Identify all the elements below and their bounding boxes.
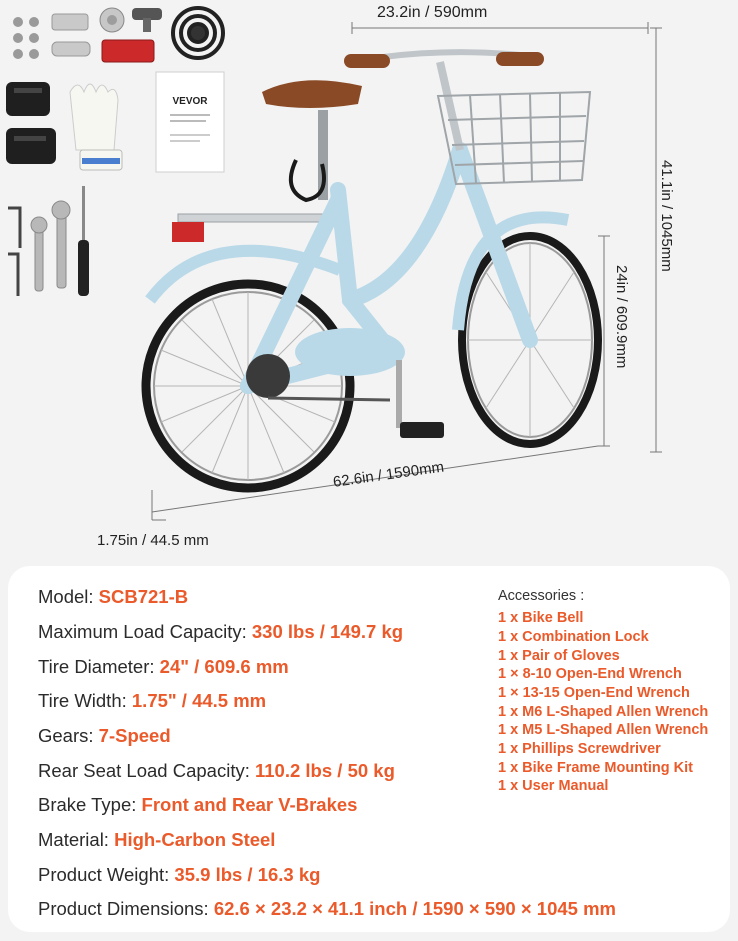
spec-tire-diameter: Tire Diameter: 24" / 609.6 mm xyxy=(38,656,289,677)
tire-width-label: 1.75in / 44.5 mm xyxy=(97,532,209,549)
spec-max-load: Maximum Load Capacity: 330 lbs / 149.7 kg xyxy=(38,621,404,642)
spec-card xyxy=(8,566,730,932)
rear-cassette xyxy=(246,354,290,398)
chain-guard xyxy=(295,328,405,376)
spec-gears: Gears: 7-Speed xyxy=(38,725,171,746)
handlebar-width-label: 23.2in / 590mm xyxy=(377,4,488,21)
rear-reflector-icon xyxy=(102,40,154,62)
accessory-item: 1 x M6 L-Shaped Allen Wrench xyxy=(498,704,709,720)
right-grip xyxy=(496,52,544,66)
spec-product-weight: Product Weight: 35.9 lbs / 16.3 kg xyxy=(38,864,321,885)
accessory-item: 1 x Bike Frame Mounting Kit xyxy=(498,760,693,776)
accessory-item: 1 × 8-10 Open-End Wrench xyxy=(498,666,682,682)
saddle xyxy=(262,80,362,108)
accessory-item: 1 x Pair of Gloves xyxy=(498,648,620,664)
accessories-illustration xyxy=(6,8,224,296)
accessory-item: 1 x M5 L-Shaped Allen Wrench xyxy=(498,722,709,738)
accessory-item: 1 x Combination Lock xyxy=(498,629,649,645)
accessory-item: 1 × 13-15 Open-End Wrench xyxy=(498,685,690,701)
chain xyxy=(268,398,390,400)
spec-model: Model: SCB721-B xyxy=(38,586,189,607)
spec-rear-seat-load: Rear Seat Load Capacity: 110.2 lbs / 50 kg xyxy=(38,760,395,781)
gloves-icon xyxy=(70,84,122,170)
combination-lock-icon xyxy=(173,8,223,58)
rear-rack xyxy=(178,214,328,222)
bell-icon xyxy=(100,8,124,32)
screwdriver-icon xyxy=(78,186,89,296)
manual-brand: VEVOR xyxy=(172,96,208,107)
open-end-wrench-icon xyxy=(31,201,70,291)
spec-tire-width: Tire Width: 1.75" / 44.5 mm xyxy=(38,690,267,711)
length-label: 62.6in / 1590mm xyxy=(332,458,446,491)
mounting-bracket-icon xyxy=(52,14,90,56)
stem xyxy=(440,62,460,150)
left-grip xyxy=(344,54,390,68)
pedal xyxy=(400,422,444,438)
allen-wrench-icon xyxy=(8,208,20,296)
spec-brake-type: Brake Type: Front and Rear V-Brakes xyxy=(38,794,358,815)
rear-red-reflector xyxy=(172,222,204,242)
spec-material: Material: High-Carbon Steel xyxy=(38,829,276,850)
accessory-item: 1 x User Manual xyxy=(498,778,609,794)
kickstand xyxy=(396,360,402,428)
wheel-diameter-label: 24in / 609.9mm xyxy=(613,265,630,369)
reflector-mount-icon xyxy=(132,8,162,32)
spec-product-dimensions: Product Dimensions: 62.6 × 23.2 × 41.1 inch / 1590 × 590 × 1045 mm xyxy=(38,898,616,919)
user-manual-icon xyxy=(156,72,224,172)
pedals-icon xyxy=(6,82,56,164)
accessory-item: 1 x Phillips Screwdriver xyxy=(498,741,661,757)
screws-icon xyxy=(13,17,39,59)
accessories-title: Accessories : xyxy=(498,588,585,604)
total-height-label: 41.1in / 1045mm xyxy=(658,160,675,272)
accessory-item: 1 x Bike Bell xyxy=(498,610,584,626)
